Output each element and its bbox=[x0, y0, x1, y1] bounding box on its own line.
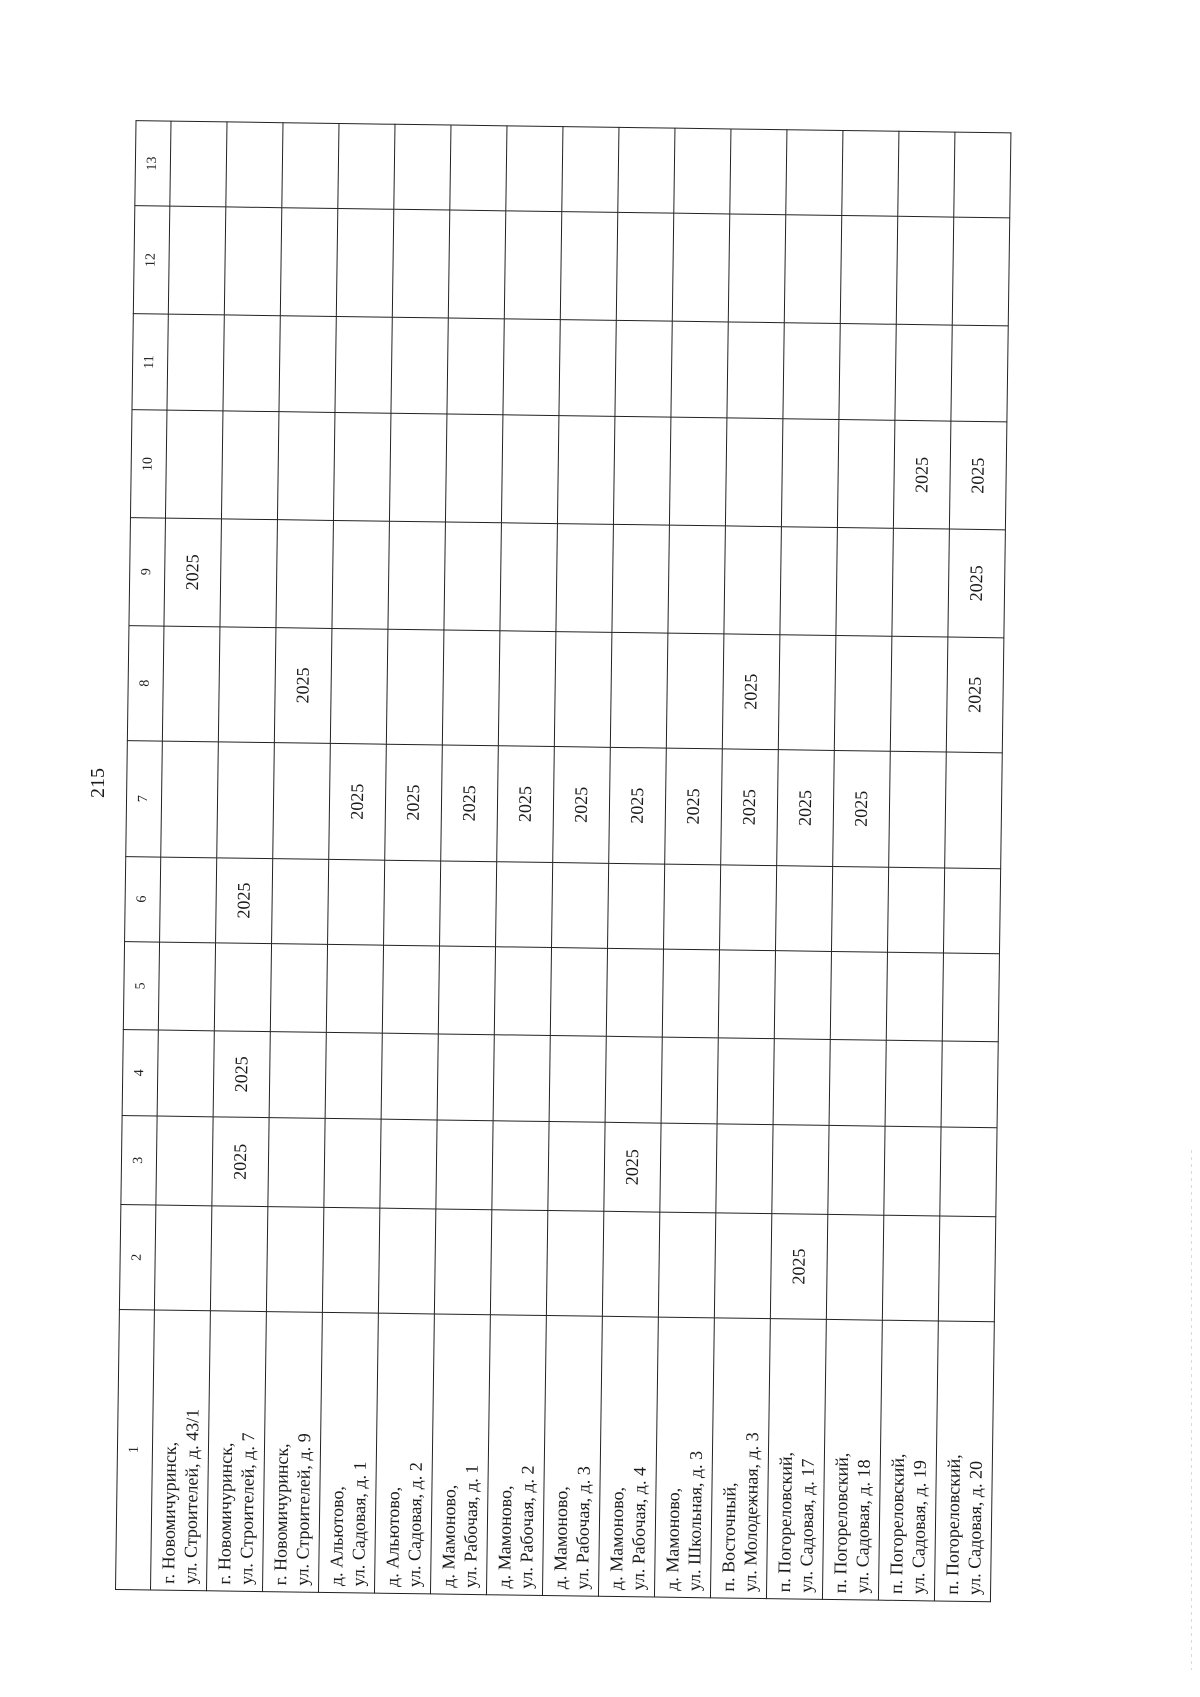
year-cell-col-6 bbox=[719, 865, 776, 951]
year-cell-col-6 bbox=[272, 858, 329, 944]
year-cell-col-3 bbox=[548, 1121, 605, 1211]
year-cell-col-7 bbox=[217, 742, 275, 858]
year-cell-col-2 bbox=[154, 1205, 211, 1310]
year-cell-col-12 bbox=[952, 217, 1009, 325]
address-street: ул. Строителей, д. 43/1 bbox=[179, 1408, 203, 1585]
column-header-8: 8 bbox=[127, 625, 164, 741]
address-street: ул. Рабочая, д. 2 bbox=[515, 1465, 538, 1589]
year-cell-col-10 bbox=[333, 413, 390, 521]
year-cell-col-6 bbox=[887, 867, 944, 953]
year-cell-col-3 bbox=[828, 1125, 885, 1215]
year-cell-col-3 bbox=[156, 1116, 213, 1206]
year-cell-col-10 bbox=[837, 420, 894, 528]
year-cell-col-13 bbox=[898, 131, 955, 217]
year-cell-col-10 bbox=[557, 416, 614, 524]
year-cell-col-10 bbox=[501, 415, 558, 523]
year-cell-col-7 bbox=[945, 752, 1003, 868]
address-cell bbox=[206, 1310, 266, 1591]
year-cell-col-2 bbox=[714, 1213, 771, 1318]
year-cell-col-6: 2025 bbox=[216, 858, 273, 944]
column-header-3: 3 bbox=[121, 1115, 157, 1205]
year-cell-col-7: 2025 bbox=[553, 747, 611, 863]
column-header-1: 1 bbox=[116, 1309, 155, 1590]
address-cell bbox=[151, 1310, 211, 1591]
address-street: ул. Строителей, д. 7 bbox=[235, 1432, 258, 1585]
year-cell-col-3 bbox=[772, 1124, 829, 1214]
year-cell-col-12 bbox=[616, 213, 673, 321]
address-street: ул. Садовая, д. 17 bbox=[795, 1458, 818, 1593]
year-cell-col-13 bbox=[450, 125, 507, 211]
year-cell-col-2 bbox=[938, 1216, 995, 1321]
year-cell-col-9 bbox=[780, 527, 837, 635]
year-cell-col-7: 2025 bbox=[833, 751, 891, 867]
year-cell-col-12 bbox=[840, 216, 897, 324]
year-cell-col-7 bbox=[273, 743, 331, 859]
year-cell-col-9 bbox=[444, 522, 501, 630]
year-cell-col-12 bbox=[784, 215, 841, 323]
year-cell-col-9 bbox=[836, 528, 893, 636]
year-cell-col-3 bbox=[324, 1118, 381, 1208]
address-locality: п. Погореловский, bbox=[829, 1452, 852, 1594]
year-cell-col-2 bbox=[434, 1209, 491, 1314]
year-cell-col-2 bbox=[210, 1206, 267, 1311]
year-cell-col-11 bbox=[447, 318, 504, 415]
year-cell-col-12 bbox=[728, 214, 785, 322]
year-cell-col-11 bbox=[335, 316, 392, 413]
year-cell-col-7: 2025 bbox=[441, 745, 499, 861]
year-cell-col-4: 2025 bbox=[213, 1031, 270, 1117]
year-cell-col-9: 2025 bbox=[164, 518, 221, 626]
address-cell bbox=[934, 1321, 994, 1602]
year-cell-col-13 bbox=[282, 123, 339, 209]
year-cell-col-10 bbox=[669, 418, 726, 526]
address-locality: г. Новомичуринск, bbox=[269, 1443, 292, 1586]
year-cell-col-7: 2025 bbox=[777, 750, 835, 866]
address-street: ул. Садовая, д. 2 bbox=[403, 1461, 426, 1588]
year-cell-col-8: 2025 bbox=[722, 634, 780, 750]
year-cell-col-4 bbox=[717, 1038, 774, 1124]
address-cell bbox=[822, 1319, 882, 1600]
year-cell-col-5 bbox=[438, 946, 495, 1035]
year-cell-col-7: 2025 bbox=[329, 744, 387, 860]
year-cell-col-8 bbox=[666, 633, 724, 749]
address-locality: д. Мамоново, bbox=[493, 1485, 515, 1589]
year-cell-col-10 bbox=[613, 417, 670, 525]
year-cell-col-11 bbox=[727, 322, 784, 419]
year-cell-col-12 bbox=[672, 213, 729, 321]
year-cell-col-5 bbox=[774, 951, 831, 1040]
year-cell-col-2 bbox=[826, 1215, 883, 1320]
year-cell-col-11 bbox=[503, 319, 560, 416]
address-locality: д. Альютово, bbox=[325, 1485, 347, 1587]
column-header-4: 4 bbox=[122, 1030, 158, 1116]
year-cell-col-12 bbox=[280, 208, 337, 316]
year-cell-col-9 bbox=[612, 524, 669, 632]
year-cell-col-4 bbox=[885, 1041, 942, 1127]
year-cell-col-8 bbox=[162, 626, 220, 742]
address-locality: д. Мамоново, bbox=[661, 1487, 683, 1591]
year-cell-col-4 bbox=[269, 1032, 326, 1118]
year-cell-col-5 bbox=[494, 947, 551, 1036]
year-cell-col-6 bbox=[943, 868, 1000, 954]
page-number: 215 bbox=[87, 768, 109, 798]
year-cell-col-7: 2025 bbox=[609, 748, 667, 864]
year-cell-col-9 bbox=[220, 519, 277, 627]
address-locality: п. Восточный, bbox=[717, 1482, 740, 1592]
year-cell-col-8 bbox=[498, 630, 556, 746]
year-cell-col-12 bbox=[392, 210, 449, 318]
year-cell-col-3 bbox=[884, 1126, 941, 1216]
year-cell-col-8 bbox=[834, 635, 892, 751]
address-street: ул. Рабочая, д. 1 bbox=[459, 1464, 482, 1589]
year-cell-col-6 bbox=[831, 866, 888, 952]
column-header-6: 6 bbox=[125, 856, 161, 942]
year-cell-col-4 bbox=[437, 1034, 494, 1120]
year-cell-col-12 bbox=[560, 212, 617, 320]
year-cell-col-5 bbox=[382, 945, 439, 1034]
address-street: ул. Садовая, д. 18 bbox=[851, 1459, 874, 1594]
year-cell-col-5 bbox=[886, 952, 943, 1041]
year-cell-col-5 bbox=[158, 942, 215, 1031]
year-cell-col-4 bbox=[325, 1033, 382, 1119]
year-cell-col-13 bbox=[618, 127, 675, 213]
year-cell-col-2 bbox=[266, 1207, 323, 1312]
column-header-13: 13 bbox=[135, 121, 171, 207]
year-cell-col-13 bbox=[842, 131, 899, 217]
year-cell-col-2: 2025 bbox=[770, 1214, 827, 1319]
year-cell-col-5 bbox=[830, 951, 887, 1040]
column-header-12: 12 bbox=[133, 206, 169, 314]
year-cell-col-13 bbox=[562, 127, 619, 213]
address-cell bbox=[430, 1314, 490, 1595]
address-street: ул. Школьная, д. 3 bbox=[683, 1450, 706, 1592]
address-locality: п. Погореловский, bbox=[773, 1451, 796, 1593]
column-header-9: 9 bbox=[129, 518, 165, 626]
address-street: ул. Садовая, д. 19 bbox=[907, 1460, 930, 1595]
year-cell-col-2 bbox=[378, 1209, 435, 1314]
year-cell-col-10 bbox=[781, 419, 838, 527]
address-cell bbox=[710, 1318, 770, 1599]
year-cell-col-7: 2025 bbox=[721, 749, 779, 865]
address-cell bbox=[598, 1316, 658, 1597]
year-cell-col-3 bbox=[436, 1120, 493, 1210]
address-street: ул. Рабочая, д. 4 bbox=[627, 1466, 650, 1591]
year-cell-col-10 bbox=[221, 411, 278, 519]
year-cell-col-12 bbox=[168, 206, 225, 314]
year-cell-col-13 bbox=[226, 122, 283, 208]
address-street: ул. Садовая, д. 1 bbox=[347, 1461, 370, 1587]
year-cell-col-11 bbox=[615, 320, 672, 417]
year-cell-col-4 bbox=[829, 1040, 886, 1126]
year-cell-col-9 bbox=[892, 528, 949, 636]
year-cell-col-6 bbox=[664, 864, 721, 950]
year-cell-col-3 bbox=[940, 1127, 997, 1217]
year-cell-col-4 bbox=[661, 1038, 718, 1124]
year-cell-col-8: 2025 bbox=[946, 637, 1004, 753]
column-header-11: 11 bbox=[132, 314, 168, 411]
address-street: ул. Садовая, д. 20 bbox=[963, 1460, 986, 1596]
address-locality: п. Погореловский, bbox=[941, 1454, 964, 1595]
year-cell-col-12 bbox=[336, 209, 393, 317]
year-cell-col-8 bbox=[386, 629, 444, 745]
year-cell-col-4 bbox=[773, 1039, 830, 1125]
year-cell-col-3 bbox=[492, 1120, 549, 1210]
year-cell-col-12 bbox=[896, 217, 953, 325]
year-cell-col-11 bbox=[559, 320, 616, 417]
year-cell-col-9 bbox=[500, 523, 557, 631]
address-locality: г. Новомичуринск, bbox=[157, 1441, 180, 1584]
year-cell-col-8: 2025 bbox=[274, 627, 332, 743]
year-cell-col-11 bbox=[223, 315, 280, 412]
address-cell bbox=[766, 1318, 826, 1599]
year-cell-col-2 bbox=[490, 1210, 547, 1315]
year-cell-col-3 bbox=[380, 1119, 437, 1209]
address-street: ул. Молодежная, д. 3 bbox=[739, 1432, 762, 1592]
year-cell-col-13 bbox=[674, 128, 731, 214]
year-cell-col-3 bbox=[716, 1124, 773, 1214]
address-street: ул. Рабочая, д. 3 bbox=[571, 1466, 594, 1590]
address-locality: д. Мамоново, bbox=[437, 1484, 460, 1588]
year-cell-col-9 bbox=[724, 526, 781, 634]
address-cell bbox=[542, 1315, 602, 1596]
year-cell-col-5 bbox=[606, 948, 663, 1037]
year-cell-col-8 bbox=[330, 628, 388, 744]
year-cell-col-10 bbox=[725, 418, 782, 526]
year-cell-col-7: 2025 bbox=[665, 748, 723, 864]
year-cell-col-11 bbox=[839, 323, 896, 420]
year-cell-col-9 bbox=[332, 520, 389, 628]
year-cell-col-6 bbox=[775, 865, 832, 951]
address-cell bbox=[262, 1311, 322, 1592]
address-cell bbox=[374, 1313, 434, 1594]
year-cell-col-11 bbox=[671, 321, 728, 418]
year-cell-col-6 bbox=[608, 863, 665, 949]
year-cell-col-6 bbox=[440, 861, 497, 947]
year-cell-col-7 bbox=[889, 751, 947, 867]
year-cell-col-13 bbox=[954, 132, 1011, 218]
year-cell-col-12 bbox=[504, 211, 561, 319]
schedule-table bbox=[115, 120, 1011, 1602]
year-cell-col-8 bbox=[778, 634, 836, 750]
year-cell-col-9 bbox=[276, 520, 333, 628]
year-cell-col-5 bbox=[662, 949, 719, 1038]
year-cell-col-11 bbox=[279, 316, 336, 413]
address-locality: д. Мамоново, bbox=[549, 1486, 571, 1590]
year-cell-col-3: 2025 bbox=[212, 1117, 269, 1207]
address-cell bbox=[486, 1314, 546, 1595]
year-cell-col-12 bbox=[224, 207, 281, 315]
year-cell-col-6 bbox=[496, 861, 553, 947]
year-cell-col-8 bbox=[554, 631, 612, 747]
year-cell-col-13 bbox=[338, 123, 395, 209]
year-cell-col-3 bbox=[268, 1117, 325, 1207]
year-cell-col-6 bbox=[384, 860, 441, 946]
year-cell-col-11 bbox=[783, 323, 840, 420]
year-cell-col-4 bbox=[157, 1031, 214, 1117]
year-cell-col-2 bbox=[658, 1212, 715, 1317]
year-cell-col-11 bbox=[167, 314, 224, 411]
column-header-5: 5 bbox=[123, 941, 159, 1030]
year-cell-col-11 bbox=[895, 324, 952, 421]
year-cell-col-7: 2025 bbox=[497, 746, 555, 862]
column-header-10: 10 bbox=[130, 410, 166, 518]
year-cell-col-11 bbox=[391, 317, 448, 414]
year-cell-col-10 bbox=[445, 414, 502, 522]
year-cell-col-2 bbox=[546, 1211, 603, 1316]
year-cell-col-5 bbox=[270, 944, 327, 1033]
year-cell-col-5 bbox=[718, 950, 775, 1039]
year-cell-col-5 bbox=[550, 947, 607, 1036]
year-cell-col-4 bbox=[941, 1041, 998, 1127]
year-cell-col-13 bbox=[786, 130, 843, 216]
year-cell-col-10 bbox=[277, 412, 334, 520]
table-body bbox=[151, 121, 1011, 1602]
year-cell-col-5 bbox=[214, 943, 271, 1032]
year-cell-col-5 bbox=[942, 953, 999, 1042]
year-cell-col-6 bbox=[328, 859, 385, 945]
year-cell-col-12 bbox=[448, 210, 505, 318]
scan-edge-artifact bbox=[1191, 1150, 1192, 1670]
year-cell-col-9 bbox=[556, 524, 613, 632]
year-cell-col-10 bbox=[389, 414, 446, 522]
address-locality: п. Погореловский, bbox=[885, 1453, 908, 1595]
year-cell-col-2 bbox=[322, 1208, 379, 1313]
address-street: ул. Строителей, д. 9 bbox=[291, 1433, 314, 1586]
year-cell-col-4 bbox=[381, 1034, 438, 1120]
year-cell-col-13 bbox=[394, 124, 451, 210]
year-cell-col-6 bbox=[160, 857, 217, 943]
year-cell-col-7: 2025 bbox=[385, 744, 443, 860]
year-cell-col-4 bbox=[493, 1035, 550, 1121]
year-cell-col-8 bbox=[442, 630, 500, 746]
address-locality: г. Новомичуринск, bbox=[213, 1442, 236, 1585]
address-locality: д. Альютово, bbox=[381, 1486, 403, 1588]
column-header-7: 7 bbox=[126, 741, 163, 857]
year-cell-col-4 bbox=[605, 1037, 662, 1123]
address-cell bbox=[654, 1317, 714, 1598]
column-header-2: 2 bbox=[119, 1205, 155, 1310]
address-cell bbox=[318, 1312, 378, 1593]
year-cell-col-8 bbox=[890, 636, 948, 752]
year-cell-col-9 bbox=[388, 521, 445, 629]
year-cell-col-6 bbox=[552, 862, 609, 948]
year-cell-col-10: 2025 bbox=[949, 421, 1006, 529]
year-cell-col-3: 2025 bbox=[604, 1122, 661, 1212]
year-cell-col-4 bbox=[549, 1036, 606, 1122]
rotated-table-wrapper bbox=[115, 120, 1011, 1602]
year-cell-col-9: 2025 bbox=[948, 529, 1005, 637]
address-cell bbox=[878, 1320, 938, 1601]
year-cell-col-13 bbox=[730, 129, 787, 215]
year-cell-col-10 bbox=[165, 411, 222, 519]
year-cell-col-2 bbox=[882, 1216, 939, 1321]
address-locality: д. Мамоново, bbox=[605, 1486, 627, 1591]
year-cell-col-9 bbox=[668, 525, 725, 633]
year-cell-col-7 bbox=[161, 741, 219, 857]
year-cell-col-13 bbox=[506, 126, 563, 212]
year-cell-col-11 bbox=[951, 325, 1008, 422]
year-cell-col-8 bbox=[218, 627, 276, 743]
year-cell-col-5 bbox=[326, 944, 383, 1033]
year-cell-col-3 bbox=[660, 1123, 717, 1213]
year-cell-col-10: 2025 bbox=[893, 421, 950, 529]
year-cell-col-13 bbox=[170, 121, 227, 207]
year-cell-col-8 bbox=[610, 632, 668, 748]
year-cell-col-2 bbox=[602, 1212, 659, 1317]
